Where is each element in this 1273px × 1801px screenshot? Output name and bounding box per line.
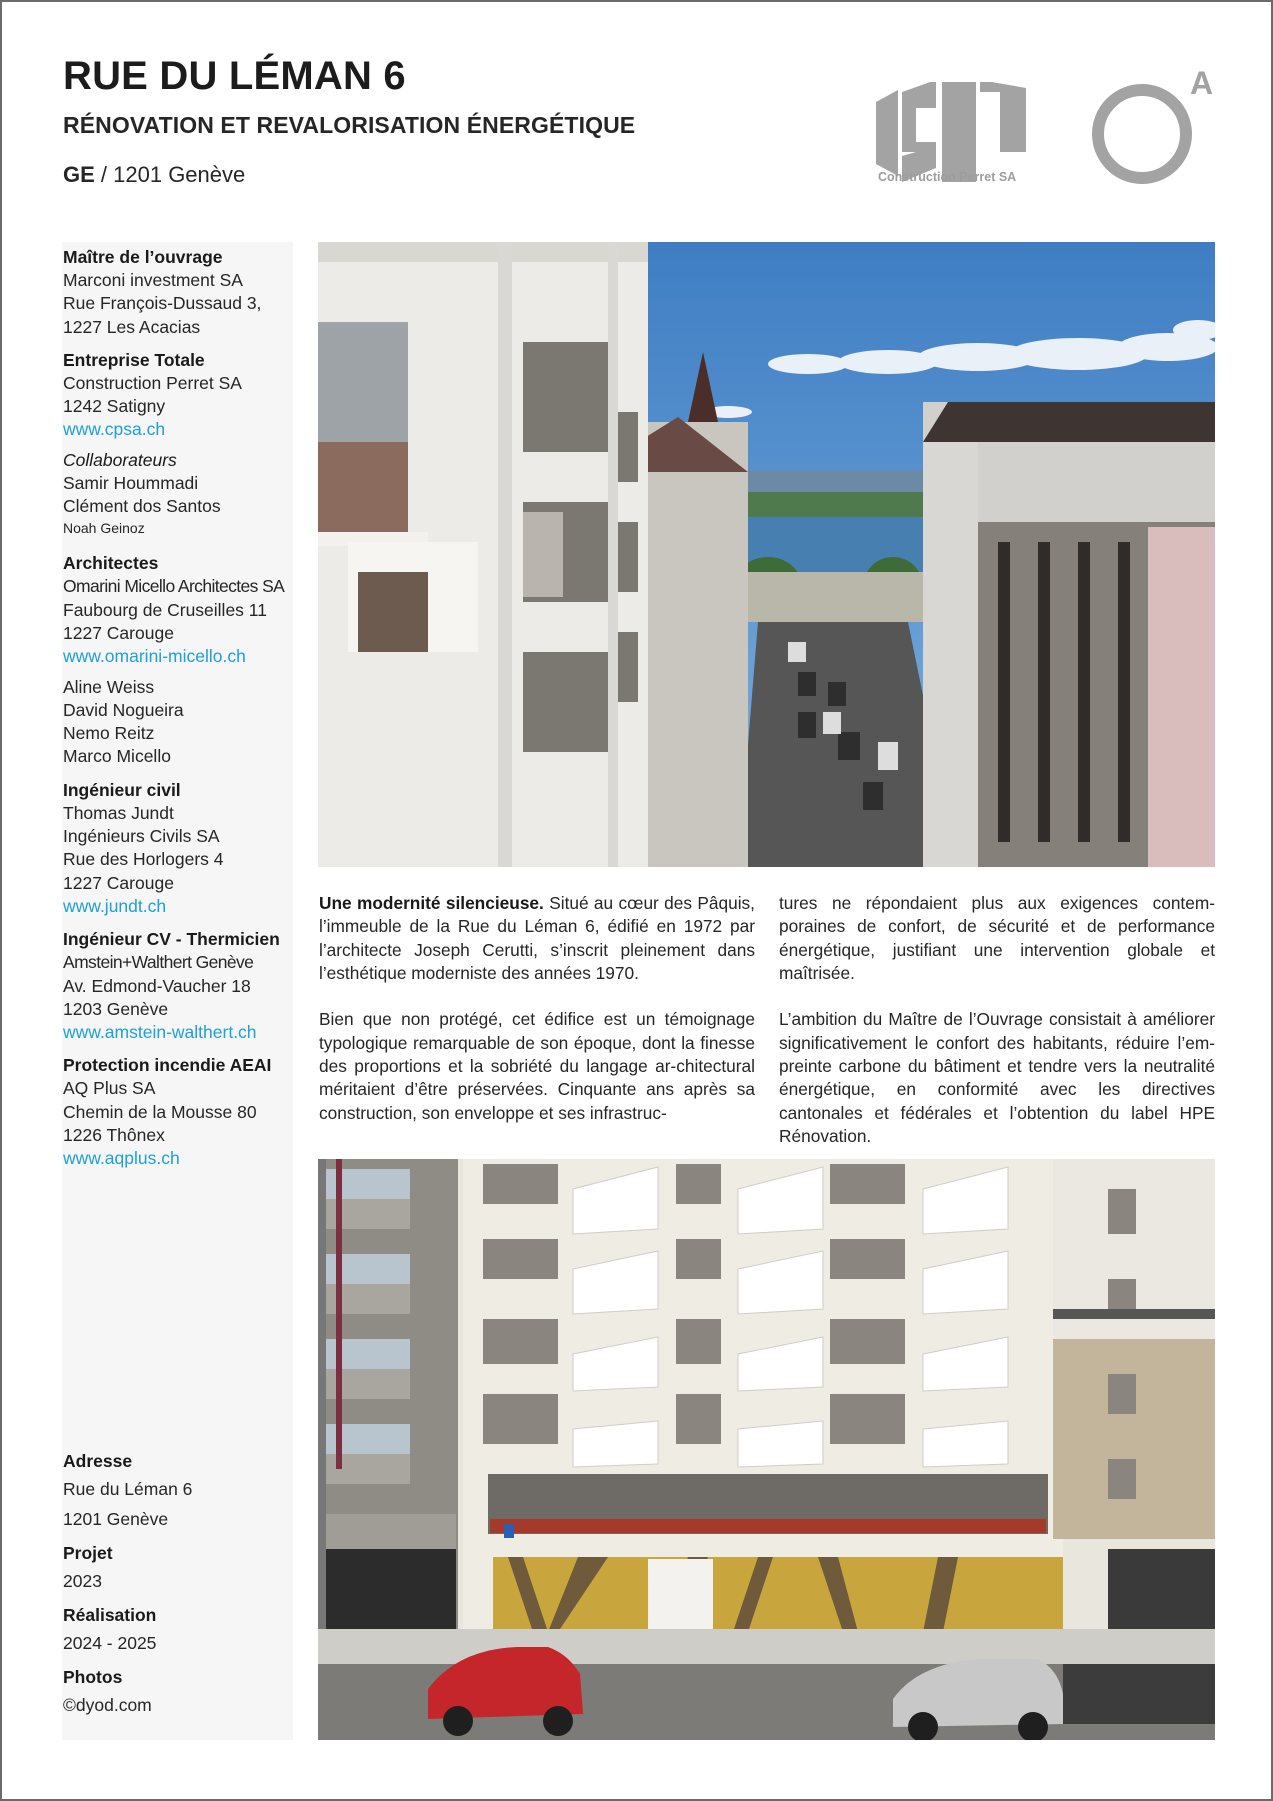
page-subtitle: RÉNOVATION ET REVALORISATION ÉNERGÉTIQUE [63,112,636,138]
credit-architectes [62,552,293,768]
credit-heading: Ingénieur civil [63,779,181,800]
intro-text: Situé au cœur des Pâquis, l’immeuble de la Rue du Léman 6, édifié en 1972 par l’architecte Joseph Cerutti, s’inscrit pleinement dans l’esthétique moderniste des années 1970. [319,893,755,983]
fact-adresse [63,1448,192,1534]
link-omarini-micello[interactable]: www.omarini-micello.ch [63,646,246,667]
credit-entreprise-totale [62,349,293,538]
credit-heading: Protection incendie AEAI [63,1055,272,1076]
body-paragraph-context: Bien que non protégé, cet édifice est un témoignage typologique remarquable de son époque, dont la finesse des proportions et la sobriété du langage ar-chitectural méritaient d’être préservées. Cinquante ans après sa construction, son enveloppe et ses infrastruc- [319,1009,755,1123]
fact-photos [63,1664,192,1720]
credit-line: AQ Plus SA [63,1078,156,1099]
credit-heading: Maître de l’ouvrage [63,247,223,267]
credit-thermicien [62,928,293,1044]
photo-facade [318,1159,1215,1740]
canton: GE [63,162,95,187]
fact-value: 2023 [63,1571,102,1591]
lead-in: Une modernité silencieuse. [319,893,544,913]
credit-heading: Ingénieur CV - Thermicien [63,929,280,950]
collaborator-name: Samir Hoummadi [63,472,199,493]
collaborator-name: Noah Geinoz [63,520,145,537]
photo-street-lake-view [318,242,1215,867]
credit-line: Faubourg de Cruseilles 11 [63,599,267,620]
credit-line: 1227 Carouge [63,872,174,893]
credit-line: 1203 Genève [63,998,169,1019]
fact-heading: Réalisation [63,1605,157,1625]
credit-heading: Architectes [63,553,159,574]
body-column-left [319,892,755,1148]
team-member: Marco Micello [63,746,171,767]
credit-protection-incendie [62,1054,293,1170]
team-member: Nemo Reitz [63,723,155,744]
fact-value: 2024 - 2025 [63,1633,157,1653]
body-paragraph-ambition: L’ambition du Maître de l’Ouvrage consistait à améliorer significativement le confort des habitants, réduire l’em-preinte carbone du bâtiment et tendre vers la neutralité énergétique, en conformité avec les directives cantonales et fédérales et l’obtention du label HPE Rénovation. [779,1009,1215,1146]
credit-line: Rue des Horlogers 4 [63,849,224,870]
credit-line: Ingénieurs Civils SA [63,826,220,847]
page-title: RUE DU LÉMAN 6 [63,54,406,98]
credit-line: 1242 Satigny [63,396,166,417]
collaborator-name: Clément dos Santos [63,496,221,517]
fact-heading: Adresse [63,1451,133,1471]
link-cpsa[interactable]: www.cpsa.ch [63,419,166,440]
credit-maitre-ouvrage [62,246,293,339]
cp-logo-caption: Construction Perret SA [878,170,1017,184]
fact-value: ©dyod.com [63,1695,152,1715]
svg-text:A: A [1190,68,1214,101]
fact-projet [63,1540,192,1596]
fact-realisation [63,1602,192,1658]
city: 1201 Genève [113,162,246,187]
credit-heading: Entreprise Totale [63,349,205,370]
credit-line: 1226 Thônex [63,1125,165,1146]
team-member: Aline Weiss [63,676,155,697]
credit-line: Av. Edmond-Vaucher 18 [63,975,251,996]
body-paragraph-context-cont: tures ne répondaient plus aux exigences contem-poraines de confort, de sécurité et de performance énergétique, justifiant une intervention globale et maîtrisée. [779,893,1215,983]
credit-line: Construction Perret SA [63,372,242,393]
link-amstein-walthert[interactable]: www.amstein-walthert.ch [63,1022,257,1043]
fact-heading: Photos [63,1667,123,1687]
credit-line: Marconi investment SA [63,270,243,290]
credit-line: Chemin de la Mousse 80 [63,1101,257,1122]
fact-heading: Projet [63,1543,113,1563]
collaborators-heading: Collaborateurs [63,449,177,470]
credit-ingenieur-civil [62,779,293,918]
location-separator: / [94,162,114,187]
location [63,160,245,190]
credit-line: Rue François-Dussaud 3, [63,293,262,314]
credit-line: Omarini Micello Architectes SA [63,576,285,597]
body-column-right [779,892,1215,1172]
credit-line: 1227 Carouge [63,622,174,643]
team-member: David Nogueira [63,699,184,720]
credit-line: Amstein+Walthert Genève [63,952,254,973]
link-aqplus[interactable]: www.aqplus.ch [63,1148,180,1169]
body-paragraph-intro [319,892,755,985]
fact-value: Rue du Léman 6 [63,1479,193,1499]
credit-line: Thomas Jundt [63,802,174,823]
project-facts [63,1448,192,1726]
fact-value: 1201 Genève [63,1509,169,1529]
link-jundt[interactable]: www.jundt.ch [63,895,167,916]
credit-line: 1227 Les Acacias [63,316,201,337]
omarini-micello-logo-icon [1090,68,1220,188]
